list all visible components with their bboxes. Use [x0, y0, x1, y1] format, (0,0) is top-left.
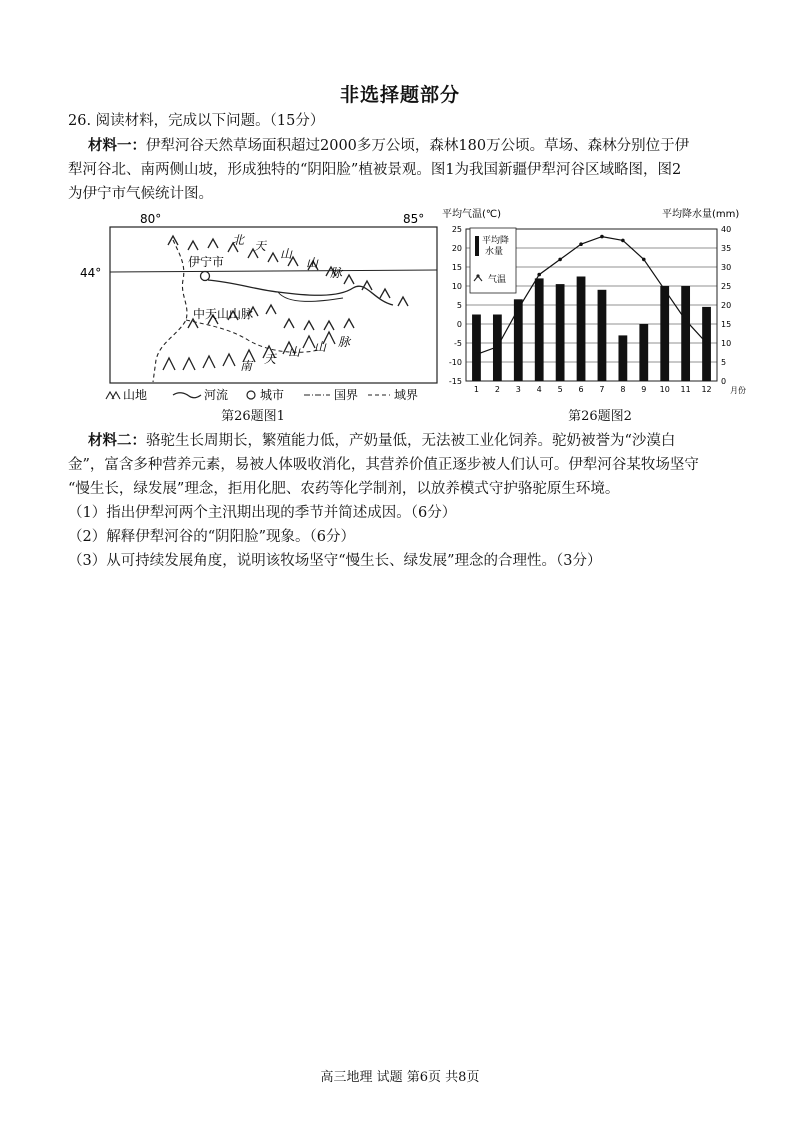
legend-city: 城市	[260, 388, 285, 402]
middle-range-label: 中天山山脉	[193, 307, 254, 321]
right-tick-label: 15	[721, 320, 732, 329]
svg-text:天: 天	[264, 352, 277, 366]
material2-label: 材料二：	[88, 433, 146, 449]
legend-temp: 气温	[488, 275, 507, 285]
svg-text:山: 山	[280, 247, 293, 261]
svg-text:山: 山	[306, 256, 319, 270]
map-figure	[68, 210, 438, 425]
material2-text1: 骆驼生长周期长，繁殖能力低，产奶量低，无法被工业化饲养。驼奶被誉为“沙漠白	[146, 433, 676, 449]
svg-text:北: 北	[232, 233, 245, 247]
temperature-point	[516, 307, 520, 311]
city-marker	[201, 272, 210, 281]
x-tick-label: 12	[701, 385, 712, 394]
precip-bar	[660, 286, 669, 381]
svg-text:脉: 脉	[330, 266, 343, 280]
city-label: 伊宁市	[188, 255, 225, 269]
x-tick-label: 7	[599, 385, 605, 394]
temperature-point	[475, 353, 479, 357]
legend-precip-2: 水量	[485, 247, 504, 257]
precip-bar	[639, 324, 648, 381]
right-axis-label: 平均降水量(mm)	[662, 209, 740, 220]
left-tick-label: -15	[448, 377, 462, 386]
legend-mountain-symbol	[106, 392, 120, 399]
x-tick-label: 10	[659, 385, 670, 394]
x-tick-label: 5	[557, 385, 563, 394]
section-title: 非选择题部分	[339, 84, 460, 106]
temperature-point	[579, 242, 583, 246]
svg-text:脉: 脉	[338, 335, 351, 349]
temperature-point	[663, 288, 667, 292]
x-tick-label: 11	[680, 385, 691, 394]
material2-line1	[88, 430, 778, 452]
sub-question-1: （1）指出伊犁河两个主汛期出现的季节并简述成因。（6分）	[68, 505, 457, 521]
left-tick-label: -5	[454, 339, 462, 348]
map-lon-right: 85°	[403, 212, 425, 226]
map-lat: 44°	[80, 266, 102, 280]
climate-chart	[440, 205, 765, 400]
precip-bar	[535, 278, 544, 381]
x-tick-label: 9	[641, 385, 647, 394]
right-tick-label: 5	[721, 358, 727, 367]
legend-river: 河流	[204, 388, 229, 402]
map-caption: 第26题图1	[221, 409, 285, 424]
right-tick-label: 10	[721, 339, 732, 348]
left-tick-label: 0	[456, 320, 462, 329]
temperature-point	[705, 341, 709, 345]
legend-city-symbol	[247, 391, 255, 399]
material1-text1: 伊犁河谷天然草场面积超过2000多万公顷，森林180万公顷。草场、森林分别位于伊	[146, 138, 690, 154]
svg-text:天: 天	[254, 239, 267, 253]
map-legend	[106, 387, 418, 402]
south-range-label	[240, 335, 352, 373]
right-tick-label: 35	[721, 244, 732, 253]
sub-question-3: （3）从可持续发展角度，说明该牧场坚守“慢生长、绿发展”理念的合理性。（3分）	[68, 553, 602, 569]
material1-line3: 为伊宁市气候统计图。	[68, 186, 213, 202]
temperature-point	[558, 258, 562, 262]
material2-line2: 金”，富含多种营养元素，易被人体吸收消化，其营养价值正逐步被人们认可。伊犁河谷某牧场坚守	[68, 457, 699, 473]
precip-bar	[577, 277, 586, 382]
precip-bar	[598, 290, 607, 381]
lat-line	[110, 270, 437, 272]
legend-border: 国界	[334, 388, 359, 402]
x-tick-label: 4	[536, 385, 542, 394]
precip-bar	[514, 299, 523, 381]
precip-bar	[472, 315, 481, 382]
material1-label: 材料一：	[88, 138, 146, 154]
legend-river-symbol	[173, 393, 201, 398]
svg-text:山: 山	[288, 345, 301, 359]
legend-precip-1: 平均降	[482, 236, 510, 246]
right-tick-label: 20	[721, 301, 732, 310]
temperature-point	[496, 345, 500, 349]
x-tick-label: 1	[473, 385, 480, 394]
left-tick-label: 20	[451, 244, 462, 253]
x-tick-label: 3	[515, 385, 521, 394]
temperature-point	[684, 318, 688, 322]
x-tick-label: 8	[620, 385, 626, 394]
precip-bar	[618, 335, 627, 381]
svg-text:山: 山	[314, 340, 327, 354]
sub-question-2: （2）解释伊犁河谷的“阴阳脸”现象。（6分）	[68, 529, 356, 545]
precip-bar	[681, 286, 690, 381]
question-heading: 26. 阅读材料，完成以下问题。（15分）	[68, 113, 325, 129]
temperature-point	[621, 239, 625, 243]
right-tick-label: 0	[721, 377, 727, 386]
page-footer: 高三地理 试题 第6页 共8页	[320, 1070, 480, 1085]
chart-caption: 第26题图2	[568, 409, 632, 424]
material2-line3: “慢生长，绿发展”理念，拒用化肥、农药等化学制剂，以放养模式守护骆驼原生环境。	[68, 481, 620, 497]
x-unit-label: 月份	[730, 386, 746, 395]
left-tick-label: -10	[448, 358, 462, 367]
x-tick-label: 2	[494, 385, 500, 394]
left-tick-label: 10	[451, 282, 462, 291]
map-lon-left: 80°	[140, 212, 162, 226]
left-tick-label: 15	[451, 263, 462, 272]
left-axis-label: 平均气温(℃)	[442, 209, 502, 220]
right-tick-label: 30	[721, 263, 732, 272]
material1-line1	[88, 135, 778, 157]
legend-mountain: 山地	[123, 388, 148, 402]
temperature-point	[600, 235, 604, 239]
right-tick-label: 25	[721, 282, 732, 291]
svg-text:南: 南	[240, 359, 253, 373]
x-tick-label: 6	[578, 385, 584, 394]
left-tick-label: 5	[456, 301, 462, 310]
precip-bar	[556, 284, 565, 381]
material1-line2: 犁河谷北、南两侧山坡，形成独特的“阴阳脸”植被景观。图1为我国新疆伊犁河谷区域略图，图2	[68, 162, 682, 178]
left-tick-label: 25	[451, 225, 462, 234]
temperature-point	[642, 258, 646, 262]
legend-bar-swatch	[475, 236, 479, 256]
legend-boundary: 域界	[394, 388, 419, 402]
temperature-point	[537, 273, 541, 277]
right-tick-label: 40	[721, 225, 732, 234]
